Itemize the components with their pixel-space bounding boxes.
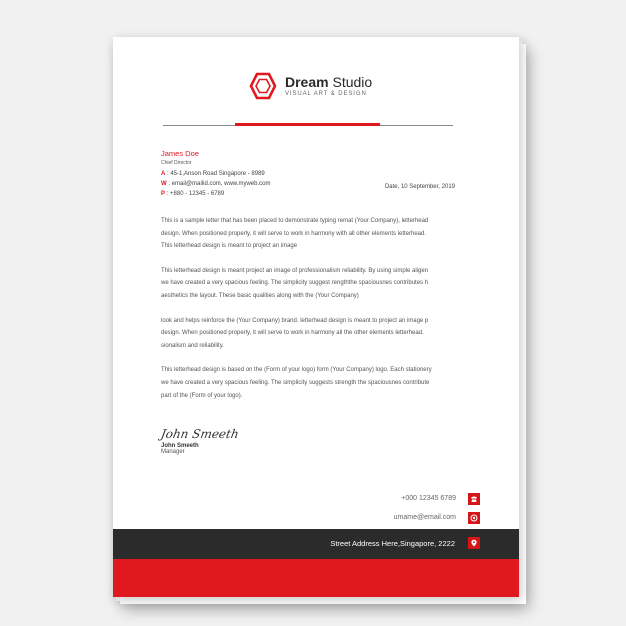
paragraph-line: aesthetics the layout. These basic qualities along with the (Your Company) <box>161 292 359 299</box>
logo <box>249 70 372 102</box>
letter-body <box>161 215 455 414</box>
paragraph-line: design. When positioned properly, it will serve to work in harmony all the other elements letterhead. <box>161 330 424 337</box>
footer-phone: +000 12345 6789 <box>401 495 456 502</box>
paragraph <box>161 364 455 402</box>
signer-role: Manager <box>161 449 185 455</box>
sender-phone-line <box>161 189 270 199</box>
paragraph-line: This letterhead design is meant to project an image <box>161 243 298 250</box>
paragraph-line: This letterhead design is meant project an image of professionalism reliability. By using simple aligen <box>161 267 429 274</box>
phone-icon <box>468 493 480 505</box>
sender-web-line <box>161 179 270 189</box>
paragraph <box>161 265 455 303</box>
paragraph <box>161 215 455 253</box>
footer-address: Street Address Here,Singapore, 2222 <box>330 539 455 548</box>
paragraph-line: we have created a very spacious feeling. The simplicity suggest rengththe spaciousnes contributes h <box>161 280 429 287</box>
sender-contact <box>161 169 270 199</box>
letterhead-page <box>113 37 519 597</box>
header-divider-accent <box>235 123 380 126</box>
sender-block <box>161 149 270 199</box>
paragraph <box>161 315 455 353</box>
brand-name-bold: Dream <box>285 74 329 90</box>
email-icon <box>468 512 480 524</box>
sender-phone: : +880 - 12345 - 6789 <box>166 191 225 197</box>
signature-block <box>161 427 239 455</box>
brand-name <box>285 75 372 89</box>
brand-name-light: Studio <box>328 74 373 90</box>
paragraph-line: This is a sample letter that has been placed to demonstrate typing remat (Your Company), letterhead <box>161 218 429 224</box>
logo-text <box>285 75 372 97</box>
handwritten-signature: John Smeeth <box>159 427 240 441</box>
paragraph-line: This letterhead design is based on the (Form of your logo) form (Your Company) logo. Each stationery <box>161 367 432 374</box>
paragraph-line: part of the (Form of your logo). <box>161 392 243 399</box>
paragraph-line: design. When positioned properly, it will serve to work in harmony with all other elements letterhead. <box>161 230 427 237</box>
sender-address: : 45-1,Anson Road Singapore - 8989 <box>167 171 265 177</box>
sender-name: James Doe <box>161 149 199 158</box>
sender-web: : email@mailid.com, www.myweb.com <box>168 181 271 187</box>
web-key: W <box>161 181 167 187</box>
paragraph-line: sionalism and reliability. <box>161 342 224 349</box>
phone-key: P <box>161 191 166 197</box>
sender-title: Chief Director <box>161 160 192 166</box>
footer-dark-band <box>113 529 519 559</box>
address-key: A <box>161 171 166 177</box>
paragraph-line: we have created a very spacious feeling. The simplicity suggests strength the spaciousnes contribute <box>161 379 430 386</box>
letter-date: Date, 10 September, 2019 <box>384 184 455 190</box>
hexagon-logo-icon <box>249 72 277 100</box>
paragraph-line: look and helps reinforce the (Your Company) brand. letterhead design is meant to project an image p <box>161 317 429 324</box>
signer-name: John Smeeth <box>161 443 199 449</box>
footer-red-band <box>113 559 519 597</box>
footer-email: umame@email.com <box>393 514 456 521</box>
sender-address-line <box>161 169 270 179</box>
brand-tagline: VISUAL ART & DESIGN <box>285 91 367 97</box>
location-pin-icon <box>468 537 480 549</box>
